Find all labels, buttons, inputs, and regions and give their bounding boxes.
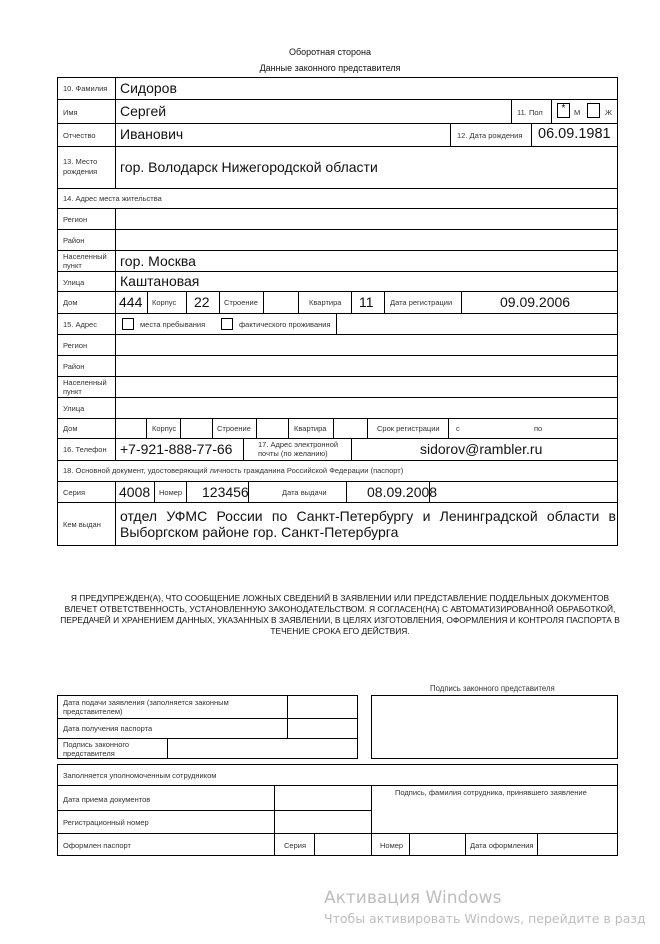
birthplace-field[interactable]: гор. Володарск Нижегородской области: [120, 159, 378, 175]
address15-street-field[interactable]: [116, 398, 617, 418]
birthdate-field[interactable]: 06.09.1981: [538, 126, 611, 142]
residence-apartment-field[interactable]: 11: [359, 294, 374, 310]
residence-house-field[interactable]: 444: [119, 294, 143, 310]
main-form-table: [57, 77, 618, 546]
passport-series-label: Серия: [63, 488, 86, 497]
address15-label: 15. Адрес: [63, 320, 97, 329]
residence-locality-label-line2: пункт: [63, 261, 82, 270]
address15-actual-label: фактического проживания: [239, 320, 331, 329]
official-series-label: Серия: [284, 841, 307, 850]
residence-locality-field[interactable]: гор. Москва: [120, 253, 196, 269]
residence-reg-date-label: Дата регистрации: [390, 298, 453, 307]
form-side-caption: Оборотная сторона: [289, 47, 371, 57]
address15-term-label: Срок регистрации: [377, 424, 440, 433]
address15-actual-checkbox[interactable]: [221, 318, 233, 330]
windows-activation-title: Активация Windows: [324, 888, 502, 908]
official-issue-date-field[interactable]: [538, 834, 617, 856]
passport-issued-by-label: Кем выдан: [63, 520, 101, 529]
residence-building-field[interactable]: 22: [194, 294, 210, 310]
address15-term-from-label: с: [456, 424, 460, 433]
address15-region-field[interactable]: [116, 335, 617, 355]
employee-sign-label: Подпись, фамилия сотрудника, принявшего заявление: [395, 788, 587, 797]
residence-district-label: Район: [63, 236, 85, 245]
address15-district-field[interactable]: [116, 356, 617, 376]
residence-reg-date-field[interactable]: 09.09.2006: [500, 294, 571, 310]
name-field[interactable]: Сергей: [120, 103, 167, 119]
rep-signature-caption: Подпись законного представителя: [430, 684, 555, 693]
patronymic-label: Отчество: [63, 131, 96, 140]
address15-building-label: Корпус: [152, 424, 177, 433]
official-series-field[interactable]: [315, 834, 370, 856]
passport-number-field[interactable]: 123456: [202, 484, 249, 500]
receive-date-label: Дата получения паспорта: [63, 724, 153, 733]
address15-stay-checkbox[interactable]: [122, 318, 134, 330]
residence-region-label: Регион: [63, 215, 88, 224]
passport-issued-by-line1[interactable]: отдел УФМС России по Санкт-Петербургу и Ленинградской области в: [120, 508, 616, 524]
surname-label: 10. Фамилия: [63, 84, 108, 93]
sex-female-label: Ж: [605, 108, 612, 117]
address15-stay-label: места пребывания: [140, 320, 206, 329]
official-issue-date-label: Дата оформления: [470, 841, 534, 850]
address15-region-label: Регион: [63, 341, 88, 350]
sex-male-label: М: [574, 108, 581, 117]
birthplace-label-line1: 13. Место: [63, 157, 98, 166]
birthplace-label-line2: рождения: [63, 167, 98, 176]
sex-female-checkbox[interactable]: [587, 103, 600, 118]
reg-number-label: Регистрационный номер: [63, 818, 149, 827]
submit-date-field[interactable]: [288, 696, 357, 718]
address15-apartment-label: Квартира: [294, 424, 327, 433]
reg-number-field[interactable]: [275, 811, 370, 833]
legal-warning-text: Я ПРЕДУПРЕЖДЕН(А), ЧТО СООБЩЕНИЕ ЛОЖНЫХ СВЕДЕНИЙ В ЗАЯВЛЕНИИ ИЛИ ПРЕДСТАВЛЕНИЕ ПОДДЕЛЬНЫХ ДОКУМЕНТОВ ВЛЕЧЕТ ОТВЕТСТВЕННОСТЬ, УСТАНОВЛЕННУЮ ЗАКОНОДАТЕЛЬСТВОМ. Я СОГЛАСЕН(НА) С АВТОМАТИЗИРОВАННОЙ ОБРАБОТКОЙ, ПЕРЕДАЧЕЙ И ХРАНЕНИЕМ ДАННЫХ, УКАЗАННЫХ В ЗАЯВЛЕНИИ, В ЦЕЛЯХ ИЗГОТОВЛЕНИЯ, ОФОРМЛЕНИЯ И КОНТРОЛЯ ПАСПОРТА В ТЕЧЕНИЕ СРОКА ЕГО ДЕЙСТВИЯ.: [60, 593, 620, 636]
name-label: Имя: [63, 108, 78, 117]
residence-section-label: 14. Адрес места жительства: [63, 194, 162, 203]
rep-sign-label-line2: представителя: [63, 749, 115, 758]
official-number-label: Номер: [380, 841, 404, 850]
address15-structure-label: Строение: [217, 424, 251, 433]
issued-passport-label: Оформлен паспорт: [63, 841, 131, 850]
receive-date-field[interactable]: [288, 719, 357, 738]
email-label-line2: почты (по желанию): [258, 449, 328, 458]
patronymic-field[interactable]: Иванович: [120, 126, 184, 142]
surname-field[interactable]: Сидоров: [120, 80, 177, 96]
address15-locality-label-line1: Населенный: [63, 378, 107, 387]
residence-locality-label-line1: Населенный: [63, 252, 107, 261]
phone-field[interactable]: +7-921-888-77-66: [120, 441, 233, 457]
passport-section-label: 18. Основной документ, удостоверяющий личность гражданина Российской Федерации (паспорт): [63, 466, 404, 475]
residence-apartment-label: Квартира: [309, 298, 342, 307]
residence-structure-label: Строение: [224, 298, 258, 307]
address15-district-label: Район: [63, 362, 85, 371]
residence-house-label: Дом: [63, 298, 78, 307]
submit-date-label-line1: Дата подачи заявления (заполняется законным: [63, 698, 229, 707]
passport-number-label: Номер: [159, 488, 183, 497]
birthdate-label: 12. Дата рождения: [457, 131, 523, 140]
residence-building-label: Корпус: [152, 298, 177, 307]
official-number-field[interactable]: [410, 834, 464, 856]
rep-sign-label-line1: Подпись законного: [63, 740, 130, 749]
address15-locality-label-line2: пункт: [63, 387, 82, 396]
accept-date-label: Дата приема документов: [63, 795, 151, 804]
accept-date-field[interactable]: [275, 786, 370, 810]
phone-label: 16. Телефон: [63, 445, 107, 454]
residence-street-label: Улица: [63, 278, 85, 287]
rep-signature-box[interactable]: [371, 695, 618, 759]
windows-activation-subtitle: Чтобы активировать Windows, перейдите в разд: [324, 911, 646, 926]
sex-male-checkbox[interactable]: *: [557, 103, 570, 118]
passport-issued-by-line2[interactable]: Выборгском районе гор. Санкт-Петербурга: [120, 524, 399, 540]
email-label-line1: 17. Адрес электронной: [258, 440, 339, 449]
form-title: Данные законного представителя: [259, 63, 401, 73]
address15-locality-field[interactable]: [116, 377, 617, 397]
address15-term-to-label: по: [534, 424, 543, 433]
rep-sign-field[interactable]: [168, 739, 357, 759]
submit-date-label-line2: представителем): [63, 707, 123, 716]
official-section-label: Заполняется уполномоченным сотрудником: [63, 771, 217, 780]
passport-issue-date-label: Дата выдачи: [282, 488, 327, 497]
passport-series-field[interactable]: 4008: [119, 484, 151, 500]
address15-street-label: Улица: [63, 404, 85, 413]
address15-house-label: Дом: [63, 424, 78, 433]
email-field[interactable]: sidorov@rambler.ru: [420, 441, 543, 457]
residence-street-field[interactable]: Каштановая: [120, 273, 200, 289]
passport-issue-date-field[interactable]: 08.09.2008: [367, 484, 438, 500]
sex-label: 11. Пол: [517, 108, 543, 117]
